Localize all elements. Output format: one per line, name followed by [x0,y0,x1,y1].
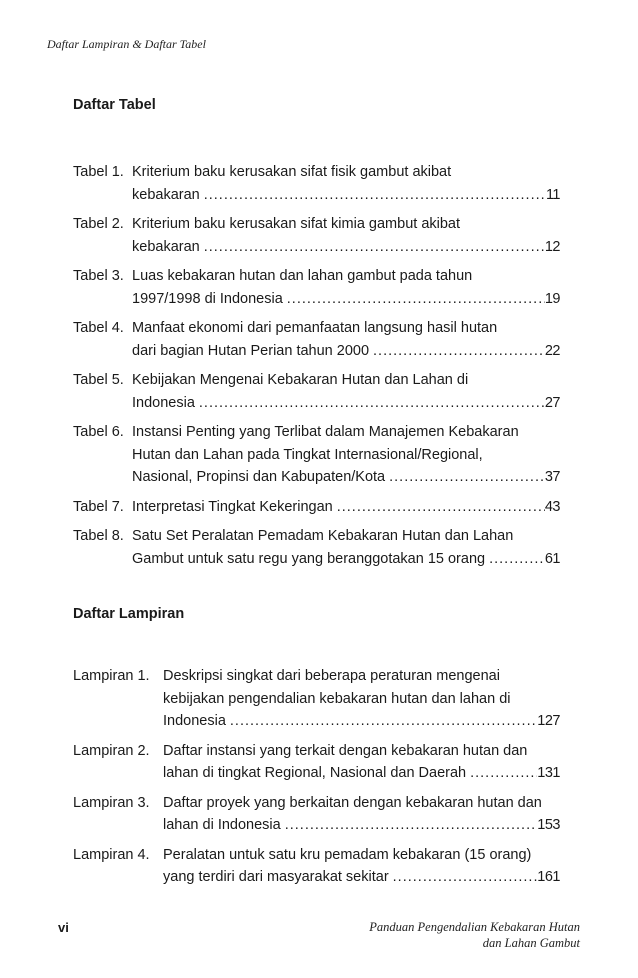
toc-entry-tabel-1[interactable] [73,161,560,206]
running-header: Daftar Lampiran & Daftar Tabel [47,37,206,51]
toc-label: Tabel 2. [73,216,124,232]
toc-text-line: Manfaat ekonomi dari pemanfaatan langsung hasil hutan [132,320,498,336]
toc-text-line: lahan di Indonesia [163,817,281,833]
page-number: 153 [537,817,560,833]
toc-text-line: kebakaran [132,238,200,255]
toc-entry-tabel-7[interactable] [73,496,560,519]
toc-label: Tabel 8. [73,528,124,544]
toc-label: Tabel 1. [73,164,124,180]
daftar-tabel-heading: Daftar Tabel [73,97,156,113]
toc-entry-tabel-4[interactable] [73,317,560,362]
toc-entry-tabel-3[interactable] [73,265,560,310]
toc-entry-lampiran-3[interactable] [73,792,560,837]
toc-text-line: lahan di tingkat Regional, Nasional dan Daerah [163,765,467,781]
toc-text-line: Kriterium baku kerusakan sifat kimia gambut akibat [132,216,461,232]
footer-book-title [369,919,580,951]
toc-label: Tabel 7. [73,498,124,515]
dot-leader [281,814,538,837]
page-number: 127 [537,713,560,729]
page-number: 131 [537,765,560,781]
toc-text-line: Nasional, Propinsi dan Kabupaten/Kota [132,469,386,485]
toc-label: Tabel 4. [73,320,124,336]
toc-text-line: 1997/1998 di Indonesia [132,290,283,307]
page-number: 161 [537,869,560,885]
toc-text-line: Deskripsi singkat dari beberapa peraturan mengenai [163,668,500,684]
toc-text-line: yang terdiri dari masyarakat sekitar [163,869,389,885]
footer-book-title-line-1: Panduan Pengendalian Kebakaran Hutan [369,920,580,934]
page-number: 27 [544,394,560,411]
toc-label: Tabel 5. [73,372,124,388]
toc-label: Lampiran 4. [73,846,150,863]
toc-entry-lampiran-1[interactable] [73,665,560,733]
toc-entry-tabel-5[interactable] [73,369,560,414]
footer-book-title-line-2: dan Lahan Gambut [482,936,580,950]
toc-entry-tabel-6[interactable] [73,421,560,489]
footer-page-number: vi [58,920,69,935]
dot-leader [195,392,545,415]
toc-label: Lampiran 3. [73,794,150,811]
toc-text-line: Daftar instansi yang terkait dengan kebakaran hutan dan [163,742,528,759]
dot-leader [466,762,537,785]
toc-entry-tabel-2[interactable] [73,213,560,258]
dot-leader [369,340,545,363]
toc-label: Tabel 3. [73,268,124,284]
dot-leader [200,236,545,259]
page-number: 22 [544,342,560,359]
toc-label: Lampiran 1. [73,668,150,684]
dot-leader [389,866,538,889]
toc-entry-lampiran-2[interactable] [73,740,560,785]
page-number: 19 [544,290,560,307]
dot-leader [200,184,546,207]
toc-text-line: Indonesia [163,713,226,729]
toc-label: Tabel 6. [73,424,124,440]
toc-text-line: Kriterium baku kerusakan sifat fisik gambut akibat [132,164,452,180]
toc-text-line: kebijakan pengendalian kebakaran hutan dan lahan di [163,690,511,707]
toc-text-line: Indonesia [132,394,195,411]
tabel-list [73,161,560,577]
page-number: 11 [545,186,560,203]
toc-text-line: Kebijakan Mengenai Kebakaran Hutan dan Lahan di [132,372,469,388]
toc-text-line: Instansi Penting yang Terlibat dalam Manajemen Kebakaran [132,424,519,440]
toc-entry-lampiran-4[interactable] [73,844,560,889]
toc-text-line: Interpretasi Tingkat Kekeringan [132,498,333,515]
toc-text-line: kebakaran [132,186,200,203]
dot-leader [226,710,537,733]
daftar-lampiran-heading: Daftar Lampiran [73,606,185,622]
page-number: 12 [544,238,560,255]
lampiran-list [73,665,560,896]
dot-leader [485,548,545,571]
page-number: 37 [544,469,560,485]
toc-text-line: Peralatan untuk satu kru pemadam kebakaran (15 orang) [163,846,532,863]
toc-label: Lampiran 2. [73,742,150,759]
toc-text-line: Daftar proyek yang berkaitan dengan kebakaran hutan dan [163,794,542,811]
toc-entry-tabel-8[interactable] [73,525,560,570]
toc-text-line: dari bagian Hutan Perian tahun 2000 [132,342,370,359]
dot-leader [385,466,545,489]
dot-leader [333,496,545,519]
toc-text-line: Gambut untuk satu regu yang beranggotakan 15 orang [132,550,486,567]
dot-leader [283,288,545,311]
page-number: 43 [544,498,560,515]
toc-text-line: Satu Set Peralatan Pemadam Kebakaran Hutan dan Lahan [132,528,514,544]
toc-text-line: Hutan dan Lahan pada Tingkat Internasional/Regional, [132,446,483,463]
page-number: 61 [544,550,560,567]
toc-text-line: Luas kebakaran hutan dan lahan gambut pada tahun [132,268,473,284]
